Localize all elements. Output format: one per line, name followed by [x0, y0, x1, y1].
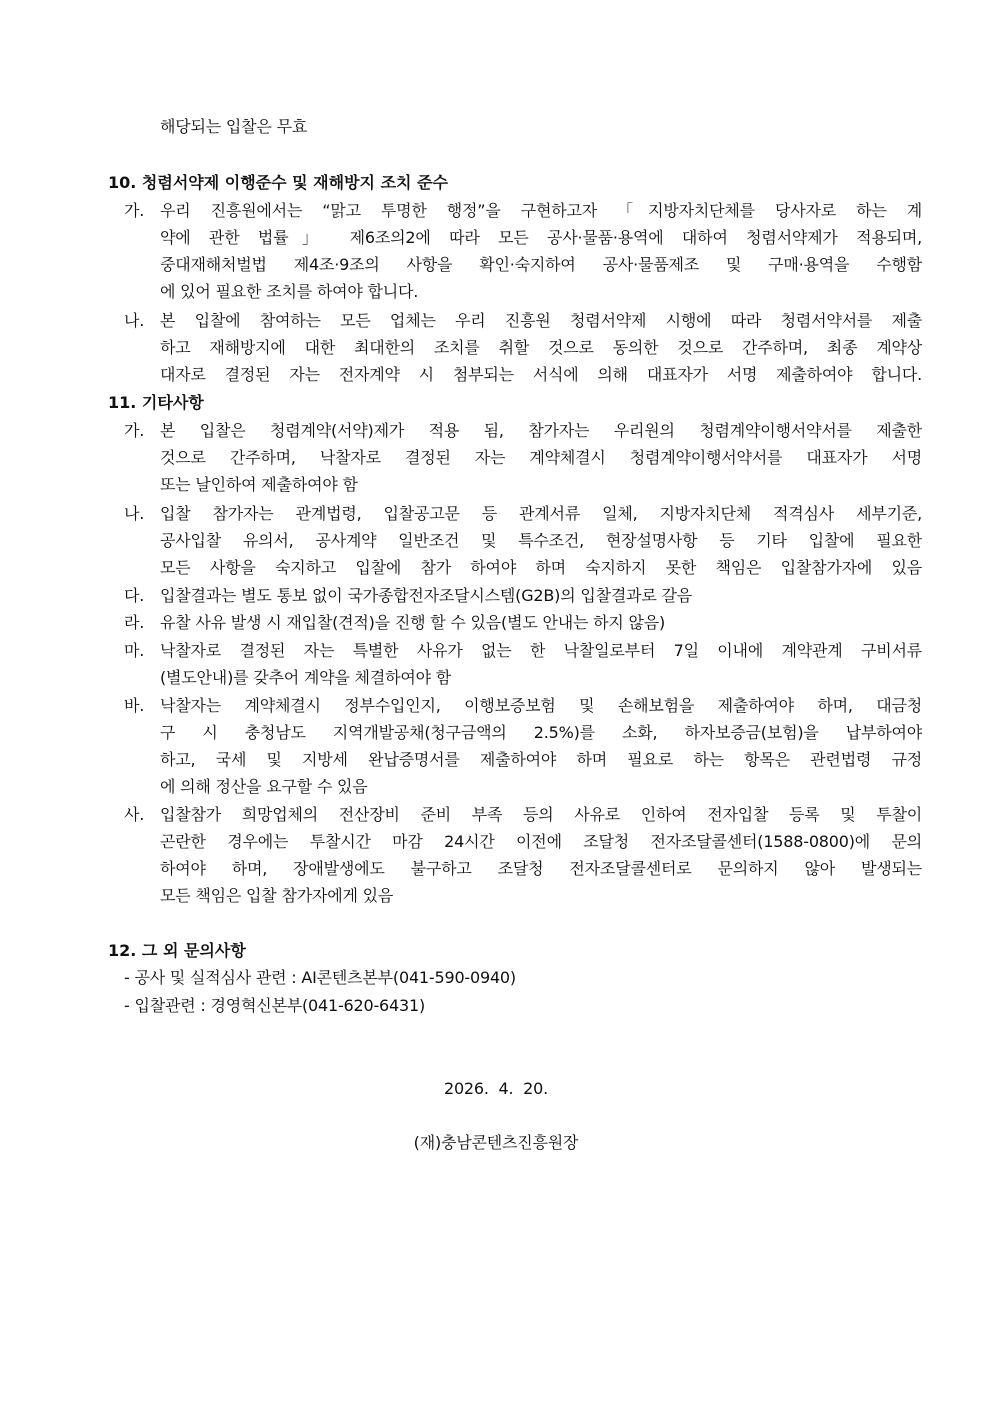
s11-item-na-marker: 나.	[124, 504, 145, 523]
s11-item-ba-line: 에 의해 정산을 요구할 수 있음	[160, 777, 368, 796]
s11-item-ga-line: 또는 날인하여 제출하여야 함	[160, 475, 358, 494]
s10-item-b-marker: 나.	[124, 311, 145, 330]
s11-item-ba-line: 구 시 충청남도 지역개발공채(청구금액의 2.5%)를 소화, 하자보증금(보험)을 납부하여야	[160, 723, 922, 742]
section-12-heading: 12. 그 외 문의사항	[108, 941, 246, 960]
s10-item-a-line: 에 있어 필요한 조치를 하여야 합니다.	[160, 282, 419, 301]
s10-item-b-line: 본 입찰에 참여하는 모든 업체는 우리 진흥원 청렴서약제 시행에 따라 청렴서약서를 제출	[160, 311, 922, 330]
s10-item-b-line: 하고 재해방지에 대한 최대한의 조치를 취할 것으로 동의한 것으로 간주하며, 최종 계약상	[160, 338, 922, 357]
s10-item-b-line: 대자로 결정된 자는 전자계약 시 첨부되는 서식에 의해 대표자가 서명 제출하여야 합니다.	[160, 365, 922, 384]
s11-item-ba-line: 하고, 국세 및 지방세 완납증명서를 제출하여야 하며 필요로 하는 항목은 관련법령 규정	[160, 750, 922, 769]
document-date: 2026. 4. 20.	[443, 1079, 549, 1098]
s11-item-da-marker: 다.	[124, 586, 145, 605]
s11-item-sa-line: 곤란한 경우에는 투찰시간 마감 24시간 이전에 조달청 전자조달콜센터(1588-0800)에 문의	[160, 832, 922, 851]
s11-item-ma-line: (별도안내)를 갖추어 계약을 체결하여야 함	[160, 668, 451, 687]
contact-construction: - 공사 및 실적심사 관련 : AI콘텐츠본부(041-590-0940)	[124, 968, 516, 987]
s11-item-sa-marker: 사.	[124, 805, 145, 824]
s11-item-ma-line: 낙찰자로 결정된 자는 특별한 사유가 없는 한 낙찰일로부터 7일 이내에 계약관계 구비서류	[160, 641, 922, 660]
s11-item-sa-line: 입찰참가 희망업체의 전산장비 준비 부족 등의 사유로 인하여 전자입찰 등록 및 투찰이	[160, 805, 922, 824]
s11-item-ma-marker: 마.	[124, 641, 145, 660]
section-10-heading: 10. 청렴서약제 이행준수 및 재해방지 조치 준수	[108, 173, 448, 192]
intro-tail-text: 해당되는 입찰은 무효	[160, 117, 308, 136]
s11-item-sa-line: 모든 책임은 입찰 참가자에게 있음	[160, 886, 394, 905]
section-11-heading: 11. 기타사항	[108, 393, 204, 412]
s11-item-na-line: 입찰 참가자는 관계법령, 입찰공고문 등 관계서류 일체, 지방자치단체 적격심사 세부기준,	[160, 504, 922, 523]
s11-item-ra-marker: 라.	[124, 613, 145, 632]
s11-item-ra-line: 유찰 사유 발생 시 재입찰(견적)을 진행 할 수 있음(별도 안내는 하지 않음)	[160, 613, 666, 632]
s11-item-ba-marker: 바.	[124, 696, 145, 715]
s10-item-a-line: 약에 관한 법률」 제6조의2에 따라 모든 공사·물품·용역에 대하여 청렴서약제가 적용되며,	[160, 228, 922, 247]
contact-bidding: - 입찰관련 : 경영혁신본부(041-620-6431)	[124, 996, 426, 1015]
s11-item-na-line: 공사입찰 유의서, 공사계약 일반조건 및 특수조건, 현장설명사항 등 기타 입찰에 필요한	[160, 531, 922, 550]
s11-item-da-line: 입찰결과는 별도 통보 없이 국가종합전자조달시스템(G2B)의 입찰결과로 갈음	[160, 586, 693, 605]
s10-item-a-line: 우리 진흥원에서는 “맑고 투명한 행정”을 구현하고자 「지방자치단체를 당사자로 하는 계	[160, 201, 922, 220]
s11-item-ga-marker: 가.	[124, 421, 145, 440]
s11-item-na-line: 모든 사항을 숙지하고 입찰에 참가 하여야 하며 숙지하지 못한 책임은 입찰참가자에 있음	[160, 558, 922, 577]
s11-item-sa-line: 하여야 하며, 장애발생에도 불구하고 조달청 전자조달콜센터로 문의하지 않아 발생되는	[160, 859, 922, 878]
s11-item-ga-line: 본 입찰은 청렴계약(서약)제가 적용 됨, 참가자는 우리원의 청렴계약이행서약서를 제출한	[160, 421, 922, 440]
s11-item-ga-line: 것으로 간주하며, 낙찰자로 결정된 자는 계약체결시 청렴계약이행서약서를 대표자가 서명	[160, 448, 922, 467]
s10-item-a-marker: 가.	[124, 201, 145, 220]
s10-item-a-line: 중대재해처벌법 제4조·9조의 사항을 확인·숙지하여 공사·물품제조 및 구매·용역을 수행함	[160, 255, 922, 274]
signature: (재)충남콘텐츠진흥원장	[413, 1133, 579, 1152]
s11-item-ba-line: 낙찰자는 계약체결시 정부수입인지, 이행보증보험 및 손해보험을 제출하여야 하며, 대금청	[160, 696, 922, 715]
